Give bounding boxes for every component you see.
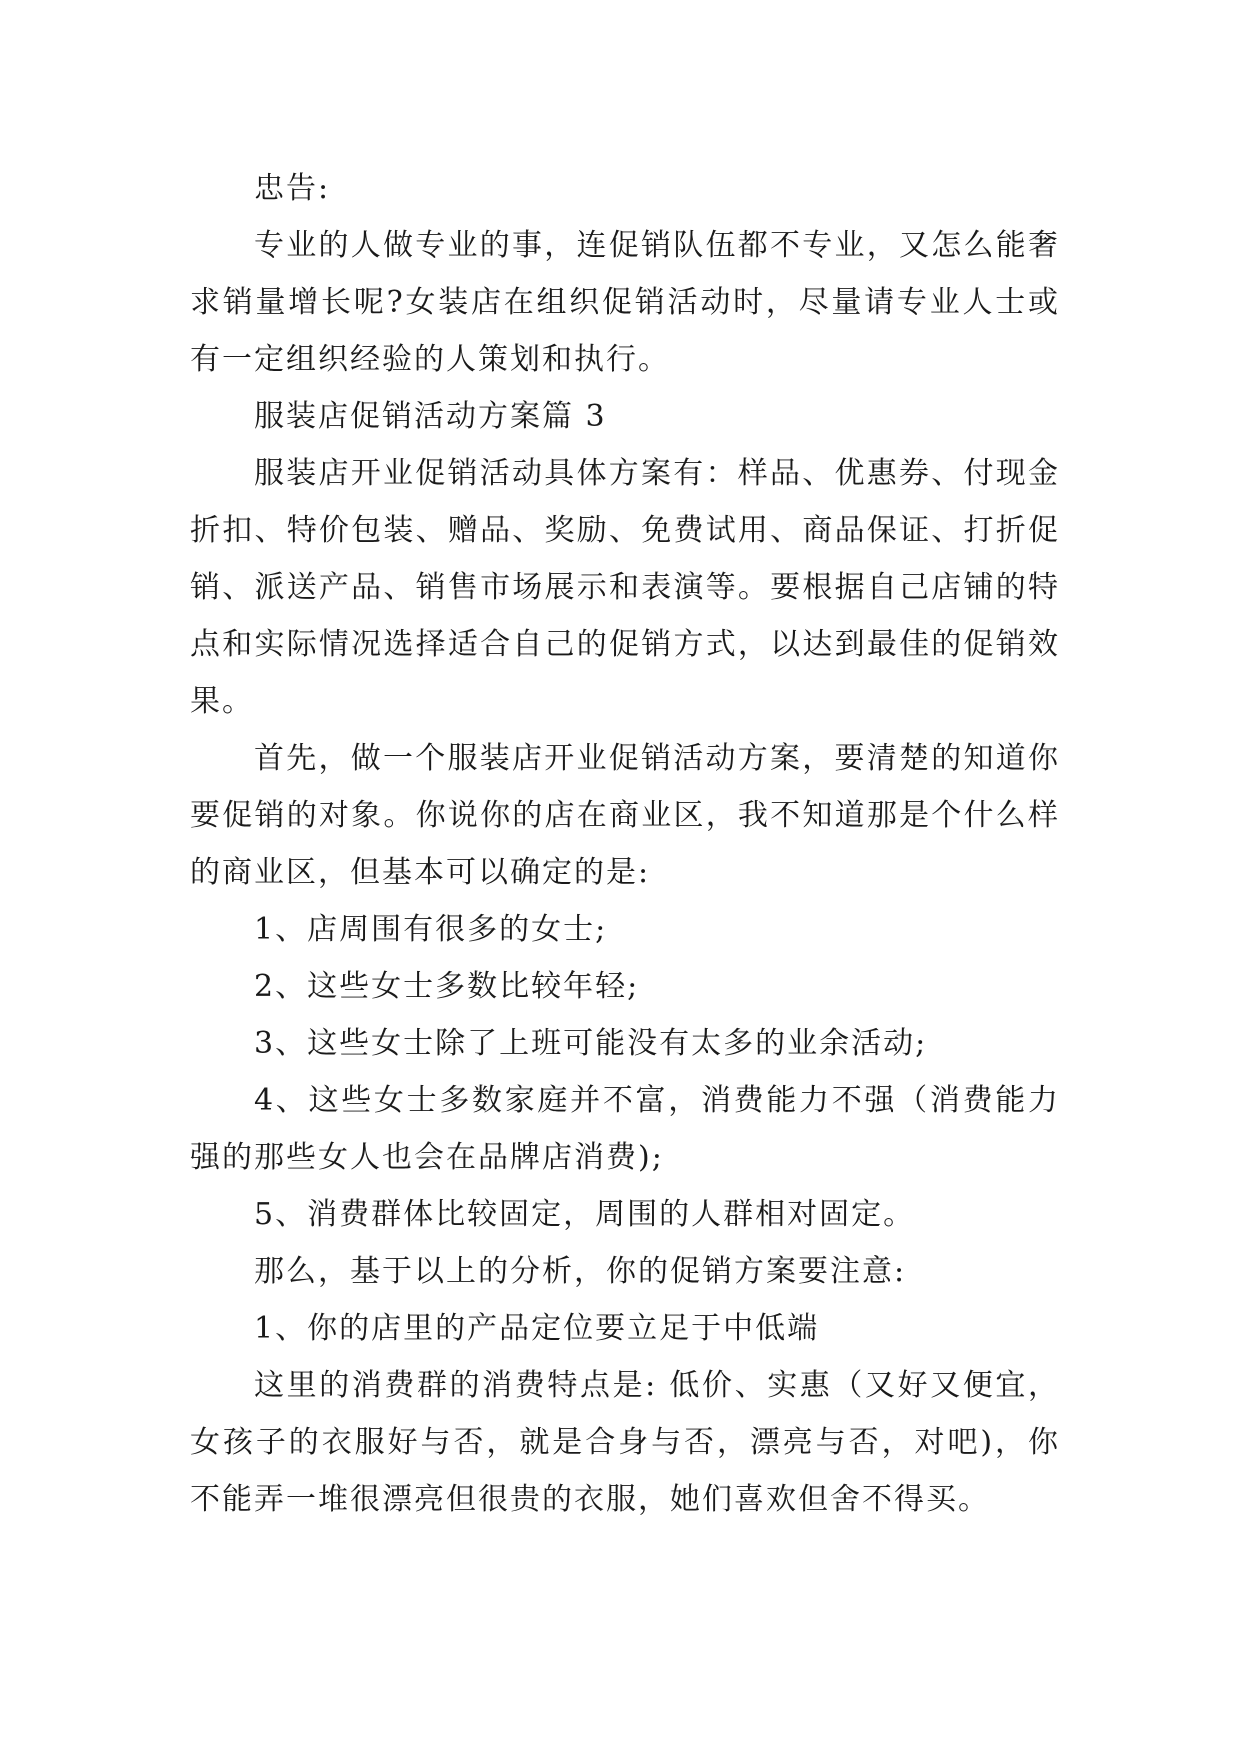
list-item: 3、这些女士除了上班可能没有太多的业余活动; bbox=[254, 1026, 928, 1061]
list-item: 4、这些女士多数家庭并不富，消费能力不强（消费能力强的那些女人也会在品牌店消费); bbox=[190, 1083, 1060, 1175]
paragraph-promotion-methods: 服装店开业促销活动具体方案有：样品、优惠券、付现金折扣、特价包装、赠品、奖励、免费试用、商品保证、打折促销、派送产品、销售市场展示和表演等。要根据自己店铺的特点和实际情况选择适合自己的促销方式，以达到最佳的促销效果。 bbox=[190, 456, 1060, 719]
paragraph-target-audience: 首先，做一个服装店开业促销活动方案，要清楚的知道你要促销的对象。你说你的店在商业区，我不知道那是个什么样的商业区，但基本可以确定的是: bbox=[190, 741, 1060, 890]
list-item: 2、这些女士多数比较年轻; bbox=[254, 969, 640, 1004]
list-item: 5、消费群体比较固定，周围的人群相对固定。 bbox=[254, 1197, 916, 1232]
section-heading: 服装店促销活动方案篇 3 bbox=[254, 399, 607, 434]
list-item: 1、店周围有很多的女士; bbox=[254, 912, 608, 947]
list-item: 1、你的店里的产品定位要立足于中低端 bbox=[254, 1311, 820, 1346]
document-body bbox=[190, 160, 1060, 1528]
paragraph-advice-text: 专业的人做专业的事，连促销队伍都不专业，又怎么能奢求销量增长呢?女装店在组织促销活动时，尽量请专业人士或有一定组织经验的人策划和执行。 bbox=[190, 228, 1060, 377]
paragraph-advice-heading: 忠告: bbox=[254, 171, 331, 206]
paragraph-analysis-intro: 那么，基于以上的分析，你的促销方案要注意: bbox=[254, 1254, 907, 1289]
paragraph-consumer-traits: 这里的消费群的消费特点是: 低价、实惠（又好又便宜，女孩子的衣服好与否，就是合身与否，漂亮与否，对吧)，你不能弄一堆很漂亮但很贵的衣服，她们喜欢但舍不得买。 bbox=[190, 1368, 1060, 1517]
